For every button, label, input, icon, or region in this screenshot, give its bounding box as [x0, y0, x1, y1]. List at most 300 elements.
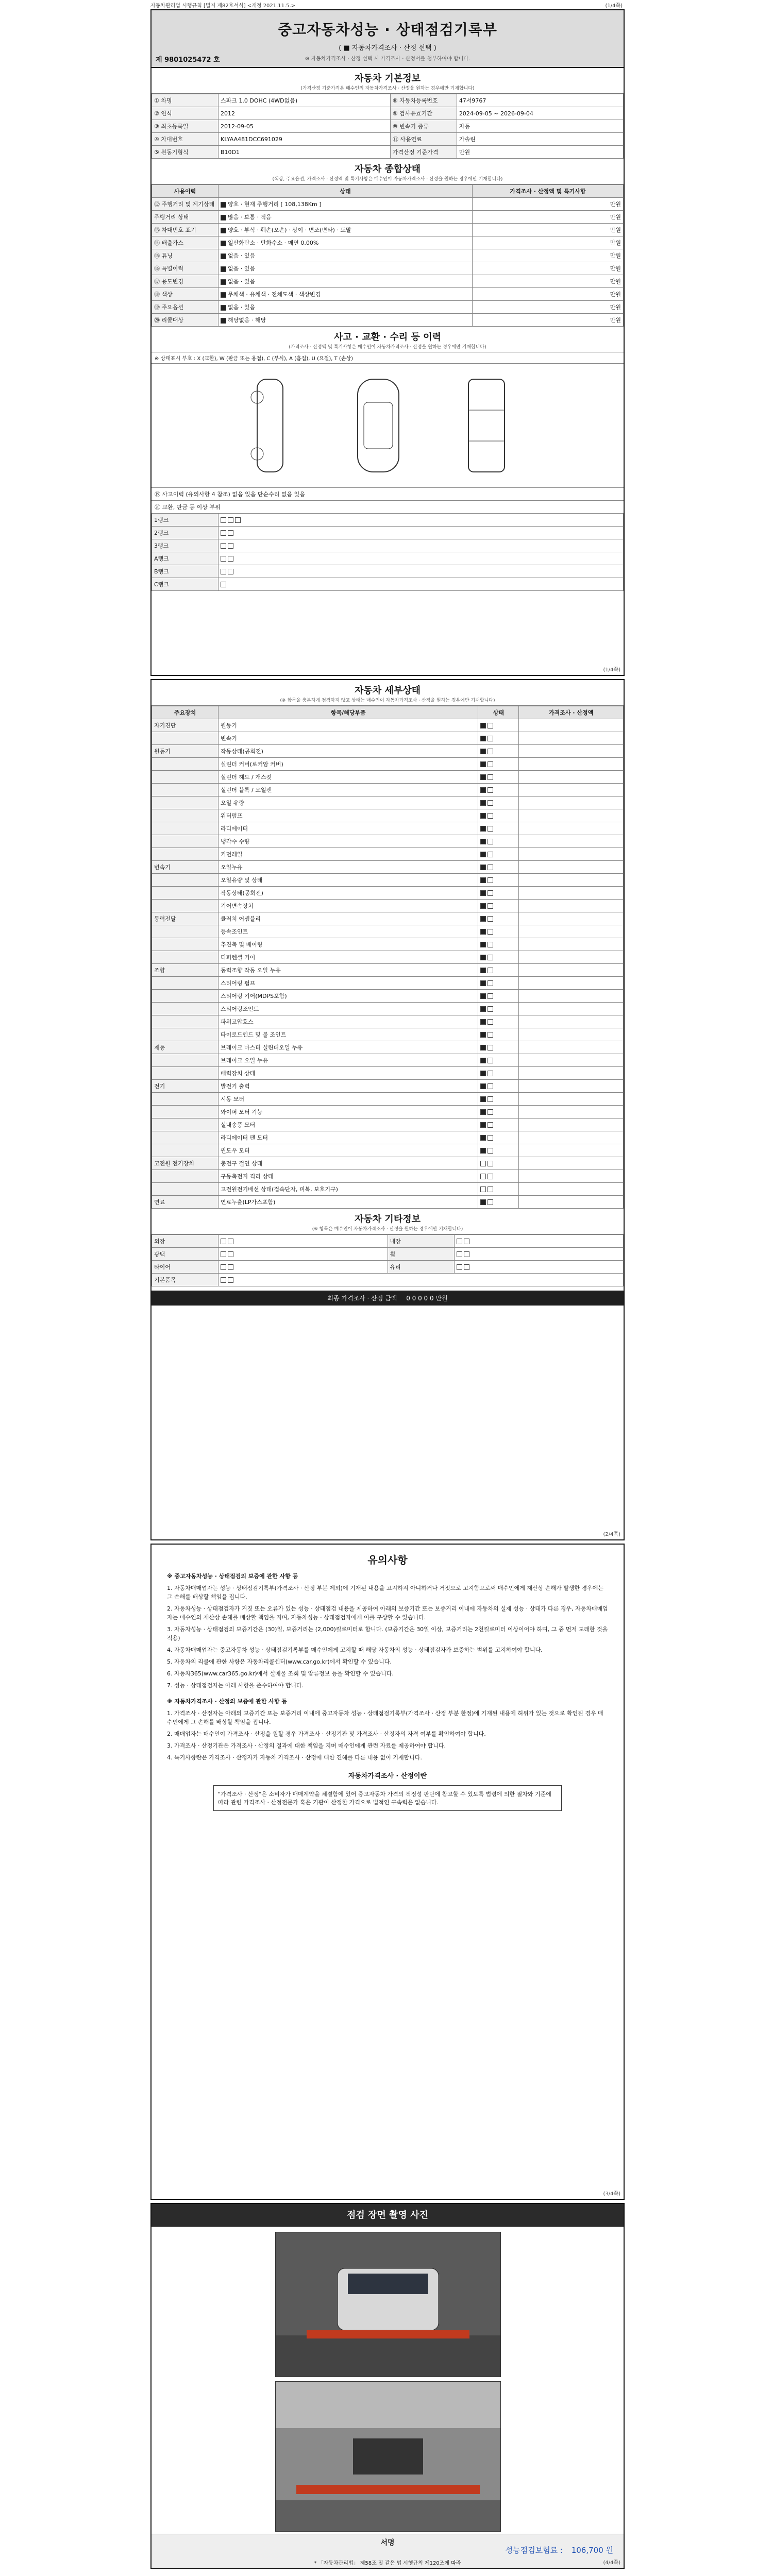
checkbox[interactable]: [488, 774, 493, 780]
checkbox[interactable]: [221, 318, 226, 324]
fee-line: [506, 2545, 613, 2555]
row-value: [219, 301, 473, 314]
checkbox[interactable]: [480, 929, 486, 935]
checkbox[interactable]: [488, 865, 493, 870]
item-status: [478, 925, 519, 938]
notes-body: [152, 1567, 624, 1770]
item-status: [478, 912, 519, 925]
value: 가솔린: [457, 133, 623, 146]
item-label: 배력장치 상태: [219, 1067, 478, 1080]
checkbox[interactable]: [488, 942, 493, 947]
item-label: 라디에이터 팬 모터: [219, 1131, 478, 1144]
notes-paragraph: 7. 성능 · 상태점검자는 아래 사항을 준수하여야 합니다.: [167, 1682, 304, 1689]
checkbox[interactable]: [488, 980, 493, 986]
notes-paragraph: 1. 가격조사 · 산정자는 아래의 보증기간 또는 보증거리 이내에 중고자동차 성능 · 상태점검기록부(가격조사 · 산정 부분 한정)에 기재된 내용에 허위가 있는 것으로 확인된 경우 매수인에게 그 손해를 배상할 책임을 집니다.: [167, 1710, 603, 1725]
item-price: [519, 771, 624, 784]
accident-history-subtitle: (가격조사 · 산정액 및 특기사항은 매수인이 자동차가격조사 · 산정을 원하는 경우에만 기재합니다): [152, 343, 624, 352]
group-label: [152, 1144, 219, 1157]
item-status: [478, 745, 519, 758]
item-status: [478, 732, 519, 745]
checkbox[interactable]: [488, 736, 493, 741]
notes-paragraph: 2. 자동차성능 · 상태점검자가 거짓 또는 오류가 있는 성능 · 상태점검 내용을 제공하여 아래의 보증기간 또는 보증거리 이내에 자동차의 실제 성능 · 상태가 다른 경우, 자동차매매업자는 매수인의 재산상 손해를 배상할 책임을 지며, 자동차성능 · 상태점검자에게 이를 구상할 수 있습니다.: [167, 1605, 608, 1621]
row-value: [219, 288, 473, 301]
checkbox[interactable]: [464, 1251, 469, 1257]
label: ⑩ 변속기 종류: [390, 120, 457, 133]
item-label: 윈도우 모터: [219, 1144, 478, 1157]
checkbox[interactable]: [221, 279, 226, 285]
checkbox[interactable]: [488, 877, 493, 883]
checkbox[interactable]: [480, 1071, 486, 1076]
checkbox[interactable]: [480, 852, 486, 857]
checkbox[interactable]: [488, 1058, 493, 1063]
item-status: [478, 874, 519, 887]
item-label: 작동상태(공회전): [219, 887, 478, 900]
item-status: [478, 977, 519, 990]
item-label: 실린더 헤드 / 개스킷: [219, 771, 478, 784]
checkbox[interactable]: [464, 1264, 469, 1270]
checkbox[interactable]: [480, 1174, 486, 1179]
checkbox[interactable]: [221, 241, 226, 246]
item-price: [519, 1028, 624, 1041]
column-header: 가격조사 · 산정액: [519, 706, 624, 719]
group-label: [152, 1106, 219, 1118]
checkbox[interactable]: [488, 1199, 493, 1205]
item-price: [519, 835, 624, 848]
checkbox[interactable]: [488, 852, 493, 857]
item-label: 추진축 및 베어링: [219, 938, 478, 951]
label: ⑨ 검사유효기간: [390, 107, 457, 120]
item-price: [519, 1157, 624, 1170]
checkbox[interactable]: [480, 1096, 486, 1102]
item-status: [478, 835, 519, 848]
form-header: [152, 10, 624, 68]
checkbox[interactable]: [488, 1174, 493, 1179]
page-number: (1/4쪽): [603, 667, 620, 673]
photos-title: 점검 장면 촬영 사진: [152, 2204, 624, 2227]
checkbox[interactable]: [480, 787, 486, 793]
checkbox[interactable]: [488, 1109, 493, 1115]
rank-options: [219, 514, 624, 527]
detail-status-table: [152, 706, 624, 1209]
checkbox[interactable]: [480, 993, 486, 999]
car-left-side-icon: [234, 374, 306, 477]
group-label: 조향: [152, 964, 219, 977]
overall-status-table: [152, 184, 624, 327]
group-label: 원동기: [152, 745, 219, 758]
other-info-table: [152, 1234, 624, 1286]
row-value: [219, 236, 473, 249]
label: ⑤ 원동기형식: [152, 146, 219, 159]
checkbox[interactable]: [221, 1251, 226, 1257]
row-label: ⑫ 주행거리 및 계기상태: [152, 198, 219, 211]
checkbox[interactable]: [221, 1264, 226, 1270]
row-text: 양호 · 부식 · 훼손(오손) · 상이 · 변조(변타) · 도말: [228, 227, 351, 233]
checkbox[interactable]: [488, 1032, 493, 1038]
checkbox[interactable]: [488, 955, 493, 960]
group-label: 동력전달: [152, 912, 219, 925]
checkbox[interactable]: [221, 228, 226, 233]
checkbox[interactable]: [228, 1264, 233, 1270]
other-label: 타이어: [152, 1261, 219, 1274]
column-header: 항목/해당부품: [219, 706, 478, 719]
checkbox[interactable]: [228, 543, 233, 549]
other-label: 외장: [152, 1235, 219, 1248]
page-number: (3/4쪽): [603, 2191, 620, 2197]
checkbox[interactable]: [480, 774, 486, 780]
item-price: [519, 977, 624, 990]
row-price: 만원: [473, 249, 624, 262]
group-label: [152, 1183, 219, 1196]
checkbox[interactable]: [488, 1096, 493, 1102]
item-label: 브레이크 오일 누유: [219, 1054, 478, 1067]
item-status: [478, 1003, 519, 1015]
row-label: ⑮ 튜닝: [152, 249, 219, 262]
item-label: 스티어링 기어(MDPS포함): [219, 990, 478, 1003]
other-status: [219, 1261, 388, 1274]
checkbox[interactable]: [480, 1187, 486, 1192]
group-label: [152, 809, 219, 822]
checkbox[interactable]: [480, 916, 486, 922]
checkbox[interactable]: [228, 1277, 233, 1283]
checkbox[interactable]: [480, 1122, 486, 1128]
item-status: [478, 848, 519, 861]
value: 스파크 1.0 DOHC (4WD없음): [219, 94, 391, 107]
row-text: 많음 · 보통 · 적음: [228, 214, 272, 221]
row-price: 만원: [473, 314, 624, 327]
item-label: 스티어링 펌프: [219, 977, 478, 990]
checkbox[interactable]: [488, 1045, 493, 1050]
group-label: [152, 874, 219, 887]
car-lift-photo-image: [276, 2382, 500, 2531]
checkbox[interactable]: [480, 1135, 486, 1141]
checkbox[interactable]: [488, 1148, 493, 1154]
value: KLYAA481DCC691029: [219, 133, 391, 146]
group-label: [152, 784, 219, 796]
rank-label: 3랭크: [152, 539, 219, 552]
basic-info-title: 자동차 기본정보: [355, 73, 421, 84]
item-label: 실내송풍 모터: [219, 1118, 478, 1131]
row-value: [219, 211, 473, 224]
checkbox[interactable]: [221, 530, 226, 536]
checkbox[interactable]: [480, 1058, 486, 1063]
row-value: [219, 275, 473, 288]
group-label: [152, 1131, 219, 1144]
item-status: [478, 1170, 519, 1183]
item-status: [478, 1054, 519, 1067]
checkbox[interactable]: [480, 723, 486, 728]
fee-label: 성능점검보험료 :: [505, 2546, 563, 2555]
other-label: 내장: [388, 1235, 454, 1248]
checkbox[interactable]: [480, 903, 486, 909]
row-label: ⑭ 배출가스: [152, 236, 219, 249]
item-label: 브레이크 마스터 실린더오일 누유: [219, 1041, 478, 1054]
rank-options: [219, 565, 624, 578]
item-status: [478, 900, 519, 912]
checkbox[interactable]: [480, 1199, 486, 1205]
inspection-photo-front: [275, 2232, 501, 2377]
item-status: [478, 964, 519, 977]
checkbox[interactable]: [480, 1019, 486, 1025]
row-price: 만원: [473, 198, 624, 211]
label: ⑧ 자동차등록번호: [390, 94, 457, 107]
checkbox[interactable]: [235, 517, 241, 523]
item-price: [519, 1183, 624, 1196]
item-price: [519, 848, 624, 861]
footer-law: * 「자동차관리법」 제58조 및 같은 법 시행규칙 제120조에 따라: [314, 2561, 461, 2566]
other-label: 기본품목: [152, 1274, 219, 1286]
other-label: 광택: [152, 1248, 219, 1261]
item-price: [519, 874, 624, 887]
notes-paragraph: 5. 자동차의 리콜에 관한 사항은 자동차리콜센터(www.car.go.kr)에서 확인할 수 있습니다.: [167, 1658, 392, 1665]
checkbox[interactable]: [488, 749, 493, 754]
row-label: ⑬ 차대번호 표기: [152, 224, 219, 236]
checkbox[interactable]: [480, 980, 486, 986]
checkbox[interactable]: [228, 556, 233, 562]
item-price: [519, 1118, 624, 1131]
checkbox[interactable]: [480, 890, 486, 896]
group-label: 연료: [152, 1196, 219, 1209]
item-label: 작동상태(공회전): [219, 745, 478, 758]
group-label: [152, 822, 219, 835]
item-label: 타이로드엔드 및 볼 조인트: [219, 1028, 478, 1041]
checkbox[interactable]: [480, 1032, 486, 1038]
item-status: [478, 1093, 519, 1106]
item-price: [519, 784, 624, 796]
group-label: [152, 900, 219, 912]
checkbox[interactable]: [488, 929, 493, 935]
checkbox[interactable]: [488, 1161, 493, 1166]
item-price: [519, 1170, 624, 1183]
checkbox[interactable]: [221, 202, 226, 208]
item-status: [478, 1157, 519, 1170]
item-price: [519, 1015, 624, 1028]
checkbox[interactable]: [480, 736, 486, 741]
checkbox[interactable]: [480, 955, 486, 960]
checkbox[interactable]: [480, 761, 486, 767]
page-indicator: (1/4쪽): [605, 3, 623, 9]
other-info-title: 자동차 기타정보: [355, 1214, 421, 1225]
checkbox[interactable]: [488, 761, 493, 767]
item-label: 고전원전기배선 상태(접속단자, 피복, 보호기구): [219, 1183, 478, 1196]
checkbox[interactable]: [480, 1161, 486, 1166]
checkbox[interactable]: [457, 1251, 462, 1257]
checkbox[interactable]: [480, 1109, 486, 1115]
item-label: 와이퍼 모터 기능: [219, 1106, 478, 1118]
item-price: [519, 1003, 624, 1015]
item-label: 디퍼렌셜 기어: [219, 951, 478, 964]
other-status: [219, 1274, 624, 1286]
item-price: [519, 861, 624, 874]
checkbox[interactable]: [228, 569, 233, 574]
notes-paragraph: 4. 특기사항란은 가격조사 · 산정자가 자동차 가격조사 · 산정에 대한 견해를 다른 내용 없이 기재합니다.: [167, 1754, 422, 1761]
checkbox[interactable]: [221, 1239, 226, 1244]
checkbox[interactable]: [480, 839, 486, 844]
checkbox[interactable]: [221, 582, 226, 587]
detail-status-subtitle: (※ 항목을 충분하게 점검하지 않고 상태는 매수인이 자동차가격조사 · 산정을 원하는 경우에만 기재합니다): [152, 697, 624, 706]
checkbox[interactable]: [480, 865, 486, 870]
row-text: 무채색 · 유채색 · 전체도색 · 색상변경: [228, 291, 321, 298]
item-status: [478, 951, 519, 964]
car-top-view-icon: [342, 374, 414, 477]
item-price: [519, 796, 624, 809]
checkbox[interactable]: [488, 1135, 493, 1141]
group-label: [152, 1015, 219, 1028]
group-label: [152, 977, 219, 990]
checkbox[interactable]: [228, 1251, 233, 1257]
rank-options: [219, 527, 624, 539]
value: 자동: [457, 120, 623, 133]
group-label: 자기진단: [152, 719, 219, 732]
row-label: ⑳ 리콜대상: [152, 314, 219, 327]
item-price: [519, 809, 624, 822]
checkbox[interactable]: [488, 1006, 493, 1012]
form-note: ※ 자동차가격조사 · 산정 선택 시 가격조사 · 산정서를 첨부하여야 합니다.: [305, 56, 470, 62]
group-label: 전기: [152, 1080, 219, 1093]
notes-heading: ※ 중고자동차성능 · 상태점검의 보증에 관한 사항 등: [167, 1573, 298, 1580]
sheet-page-4: [150, 2203, 625, 2569]
checkbox[interactable]: [488, 723, 493, 728]
item-label: 시동 모터: [219, 1093, 478, 1106]
checkbox[interactable]: [488, 890, 493, 896]
checkbox[interactable]: [488, 1071, 493, 1076]
checkbox[interactable]: [480, 749, 486, 754]
group-label: 변속기: [152, 861, 219, 874]
checkbox[interactable]: [457, 1239, 462, 1244]
checkbox[interactable]: [488, 1187, 493, 1192]
group-label: 제동: [152, 1041, 219, 1054]
rank-label: C랭크: [152, 578, 219, 591]
group-label: [152, 1118, 219, 1131]
checkbox[interactable]: [488, 968, 493, 973]
checkbox[interactable]: [464, 1239, 469, 1244]
item-price: [519, 887, 624, 900]
checkbox[interactable]: [221, 569, 226, 574]
rank-options: [219, 539, 624, 552]
checkbox[interactable]: [480, 877, 486, 883]
checkbox[interactable]: [480, 1006, 486, 1012]
column-header: 사용이력: [152, 185, 219, 198]
checkbox[interactable]: [221, 543, 226, 549]
checkbox[interactable]: [221, 556, 226, 562]
checkbox[interactable]: [488, 1122, 493, 1128]
item-label: 기어변속장치: [219, 900, 478, 912]
item-price: [519, 732, 624, 745]
row-value: [219, 198, 473, 211]
sheet-page-3: [150, 1544, 625, 2200]
item-status: [478, 1144, 519, 1157]
item-label: 오일 유량: [219, 796, 478, 809]
checkbox[interactable]: [480, 968, 486, 973]
row-label: ⑰ 용도변경: [152, 275, 219, 288]
item-label: 파워고압호스: [219, 1015, 478, 1028]
checkbox[interactable]: [488, 903, 493, 909]
item-status: [478, 887, 519, 900]
item-price: [519, 964, 624, 977]
item-status: [478, 1080, 519, 1093]
row-value: [219, 249, 473, 262]
checkbox[interactable]: [221, 253, 226, 259]
item-label: 등속조인트: [219, 925, 478, 938]
group-label: [152, 1028, 219, 1041]
checkbox[interactable]: [221, 215, 226, 221]
checkbox[interactable]: [221, 305, 226, 311]
signature-area: [152, 2534, 624, 2568]
checkbox[interactable]: [228, 530, 233, 536]
checkbox[interactable]: [480, 942, 486, 947]
checkbox[interactable]: [488, 813, 493, 819]
other-status: [454, 1248, 624, 1261]
row-text: 없음 · 있음: [228, 304, 255, 311]
checkbox[interactable]: [480, 800, 486, 806]
form-title: 중고자동차성능 · 상태점검기록부: [278, 21, 497, 38]
checkbox[interactable]: [480, 1148, 486, 1154]
item-price: [519, 745, 624, 758]
notes-paragraph: 2. 매매업자는 매수인이 가격조사 · 산정을 원할 경우 가격조사 · 산정기관 및 가격조사 · 산정자의 자격 여부를 확인하여야 합니다.: [167, 1731, 486, 1737]
checkbox[interactable]: [488, 1083, 493, 1089]
row-value: [219, 224, 473, 236]
final-price-title: 최종 가격조사 · 산정 금액: [327, 1295, 397, 1302]
item-price: [519, 822, 624, 835]
form-subtitle: ( ■ 자동차가격조사 · 산정 선택 ): [339, 44, 436, 52]
checkbox[interactable]: [488, 993, 493, 999]
checkbox[interactable]: [221, 1277, 226, 1283]
group-label: [152, 990, 219, 1003]
form-reference: 자동차관리법 시행규칙 [별지 제82호서식] <개정 2021.11.5.>: [150, 3, 296, 9]
value: 만원: [457, 146, 623, 159]
other-label: 휠: [388, 1248, 454, 1261]
value: 2012: [219, 107, 391, 120]
item-price: [519, 1067, 624, 1080]
accident-history-row: ⑲ 사고이력 (유의사항 4 참조) 없음 있음 단순수리 없음 있음: [152, 488, 624, 501]
item-status: [478, 758, 519, 771]
checkbox[interactable]: [488, 826, 493, 832]
checkbox[interactable]: [480, 1083, 486, 1089]
checkbox[interactable]: [221, 517, 226, 523]
item-status: [478, 771, 519, 784]
other-info-subtitle: (※ 항목은 매수인이 자동차가격조사 · 산정을 원하는 경우에만 기재합니다): [152, 1225, 624, 1234]
item-label: 변속기: [219, 732, 478, 745]
column-header: 가격조사 · 산정액 및 특기사항: [473, 185, 624, 198]
checkbox[interactable]: [488, 916, 493, 922]
checkbox[interactable]: [221, 292, 226, 298]
checkbox[interactable]: [480, 826, 486, 832]
checkbox[interactable]: [228, 1239, 233, 1244]
final-price-value: 0 0 0 0 0 만원: [406, 1295, 448, 1302]
label: ④ 차대번호: [152, 133, 219, 146]
other-status: [219, 1248, 388, 1261]
checkbox[interactable]: [488, 1019, 493, 1025]
checkbox[interactable]: [228, 517, 233, 523]
item-status: [478, 719, 519, 732]
checkbox[interactable]: [488, 800, 493, 806]
checkbox[interactable]: [457, 1264, 462, 1270]
checkbox[interactable]: [480, 813, 486, 819]
checkbox[interactable]: [480, 1045, 486, 1050]
checkbox[interactable]: [488, 787, 493, 793]
top-line: [0, 0, 773, 9]
abnormal-parts-title: ⑳ 교환, 판금 등 이상 부위: [155, 504, 221, 511]
item-label: 실린더 커버(로커암 커버): [219, 758, 478, 771]
notes-paragraph: 1. 자동차매매업자는 성능 · 상태점검기록부(가격조사 · 산정 부분 제외)에 기재된 내용을 고지하지 아니하거나 거짓으로 고지함으로써 매수인에게 재산상 손해가 발생한 경우에는 그 손해를 배상할 책임을 집니다.: [167, 1585, 603, 1600]
checkbox[interactable]: [221, 266, 226, 272]
checkbox[interactable]: [488, 839, 493, 844]
car-photo-image: [276, 2232, 500, 2377]
item-status: [478, 990, 519, 1003]
row-label: ⑲ 주요옵션: [152, 301, 219, 314]
item-price: [519, 1093, 624, 1106]
accident-legend: ※ 상태표시 부호 : X (교환), W (판금 또는 용접), C (부식), A (흠집), U (요철), T (손상): [155, 356, 354, 362]
group-label: [152, 951, 219, 964]
